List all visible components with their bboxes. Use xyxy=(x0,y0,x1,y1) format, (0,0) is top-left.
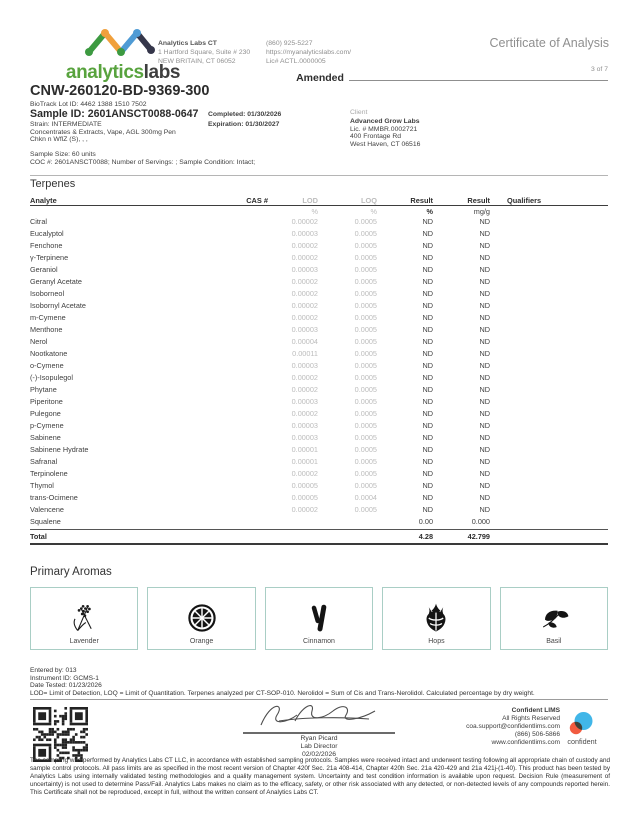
terpene-loq: 0.0005 xyxy=(354,288,377,298)
terpene-row xyxy=(30,505,608,517)
terpene-name: Valencene xyxy=(30,504,64,514)
aroma-label: Lavender xyxy=(69,638,99,645)
cinnamon-icon xyxy=(301,600,337,636)
terpene-loq: 0.0005 xyxy=(354,420,377,430)
client-address2: West Haven, CT 06516 xyxy=(350,140,421,148)
signature-line xyxy=(243,732,395,734)
terpene-row xyxy=(30,301,608,313)
terpene-name: (-)-Isopulegol xyxy=(30,372,73,382)
terpenes-units-row xyxy=(30,206,608,217)
lavender-icon xyxy=(66,600,102,636)
lab-name: Analytics Labs CT xyxy=(158,40,217,47)
signer-name: Ryan Picard xyxy=(300,735,338,742)
terpene-row xyxy=(30,289,608,301)
terpene-name: Phytane xyxy=(30,384,57,394)
terpene-loq: 0.0005 xyxy=(354,360,377,370)
terpene-result-mgg: ND xyxy=(479,336,490,346)
terpene-lod: 0.00003 xyxy=(291,324,318,334)
terpene-result-mgg: ND xyxy=(479,264,490,274)
terpene-name: p-Cymene xyxy=(30,420,64,430)
terpene-result-pct: ND xyxy=(422,408,433,418)
terpene-name: Menthone xyxy=(30,324,63,334)
completed-date: Completed: 01/30/2026 xyxy=(208,111,282,118)
signature-block xyxy=(243,699,395,759)
terpene-result-pct: ND xyxy=(422,336,433,346)
col-header-lod: LOD xyxy=(302,196,318,205)
terpene-result-pct: ND xyxy=(422,300,433,310)
terpene-loq: 0.0005 xyxy=(354,408,377,418)
product-description-line1: Concentrates & Extracts, Vape, AGL 300mg Pen xyxy=(30,128,176,136)
terpene-loq: 0.0004 xyxy=(354,492,377,502)
terpene-name: Sabinene xyxy=(30,432,61,442)
lims-name: Confident LIMS xyxy=(511,707,560,714)
terpene-row xyxy=(30,361,608,373)
aroma-card-hops xyxy=(382,587,490,650)
hops-icon xyxy=(418,600,454,636)
terpene-name: Eucalyptol xyxy=(30,228,64,238)
terpene-result-pct: ND xyxy=(422,372,433,382)
terpene-result-mgg: ND xyxy=(479,360,490,370)
terpene-loq: 0.0005 xyxy=(354,372,377,382)
client-label: Client xyxy=(350,109,368,116)
terpene-loq: 0.0005 xyxy=(354,252,377,262)
terpene-loq: 0.0005 xyxy=(354,336,377,346)
logo-zigzag-icon xyxy=(80,26,166,58)
aroma-card-cinnamon xyxy=(265,587,373,650)
terpene-name: trans-Ocimene xyxy=(30,492,78,502)
terpene-loq: 0.0005 xyxy=(354,444,377,454)
terpene-name: γ-Terpinene xyxy=(30,252,69,262)
terpene-result-pct: ND xyxy=(422,480,433,490)
terpene-result-pct: ND xyxy=(422,276,433,286)
terpene-loq: 0.0005 xyxy=(354,348,377,358)
terpene-rows xyxy=(30,217,608,529)
signature-icon xyxy=(249,699,389,729)
terpene-loq: 0.0005 xyxy=(354,216,377,226)
terpene-result-pct: ND xyxy=(422,228,433,238)
aroma-card-lavender xyxy=(30,587,138,650)
terpene-result-pct: 0.00 xyxy=(418,516,433,526)
terpene-name: Thymol xyxy=(30,480,54,490)
sample-size: Sample Size: 60 units xyxy=(30,151,96,158)
terpene-loq: 0.0005 xyxy=(354,276,377,286)
terpene-result-pct: ND xyxy=(422,240,433,250)
terpene-lod: 0.00003 xyxy=(291,420,318,430)
terpene-loq: 0.0005 xyxy=(354,480,377,490)
biotrack-lot-id: BioTrack Lot ID: 4462 1388 1510 7502 xyxy=(30,101,147,108)
terpene-name: Terpinolene xyxy=(30,468,68,478)
terpene-result-mgg: ND xyxy=(479,252,490,262)
terpene-lod: 0.00002 xyxy=(291,384,318,394)
terpene-name: Safranal xyxy=(30,456,58,466)
terpene-row xyxy=(30,277,608,289)
terpene-result-mgg: ND xyxy=(479,432,490,442)
terpene-result-pct: ND xyxy=(422,252,433,262)
terpene-result-mgg: ND xyxy=(479,216,490,226)
terpene-lod: 0.00003 xyxy=(291,264,318,274)
terpene-row xyxy=(30,241,608,253)
terpene-name: Citral xyxy=(30,216,48,226)
terpene-lod: 0.00002 xyxy=(291,312,318,322)
terpene-result-pct: ND xyxy=(422,504,433,514)
terpene-result-mgg: ND xyxy=(479,312,490,322)
orange-icon xyxy=(184,600,220,636)
terpene-lod: 0.00002 xyxy=(291,216,318,226)
qr-code xyxy=(33,707,88,762)
terpene-name: Piperitone xyxy=(30,396,63,406)
lab-address-line1: 1 Hartford Square, Suite # 230 xyxy=(158,48,251,56)
lims-rights: All Rights Reserved xyxy=(502,715,560,722)
terpene-result-mgg: ND xyxy=(479,480,490,490)
terpene-lod: 0.00002 xyxy=(291,240,318,250)
sample-id: Sample ID: 2601ANSCT0088-0647 xyxy=(30,108,199,120)
terpene-row xyxy=(30,493,608,505)
lims-phone: (866) 506-5866 xyxy=(514,731,560,738)
terpene-lod: 0.00001 xyxy=(291,456,318,466)
lab-license: Lic# ACTL.0000005 xyxy=(266,57,326,65)
aroma-label: Hops xyxy=(428,638,445,645)
terpene-row xyxy=(30,409,608,421)
terpene-result-mgg: ND xyxy=(479,420,490,430)
terpene-result-pct: ND xyxy=(422,456,433,466)
terpene-row xyxy=(30,385,608,397)
terpene-loq: 0.0005 xyxy=(354,504,377,514)
terpene-name: o-Cymene xyxy=(30,360,64,370)
terpene-result-pct: ND xyxy=(422,384,433,394)
primary-aromas-row xyxy=(30,587,608,650)
terpene-lod: 0.00002 xyxy=(291,288,318,298)
expiration-date: Expiration: 01/30/2027 xyxy=(208,121,280,128)
terpene-lod: 0.00002 xyxy=(291,372,318,382)
terpene-result-mgg: ND xyxy=(479,240,490,250)
terpene-row xyxy=(30,481,608,493)
terpene-lod: 0.00002 xyxy=(291,252,318,262)
terpene-name: Isoborneol xyxy=(30,288,65,298)
terpenes-total-row xyxy=(30,529,608,545)
terpene-result-pct: ND xyxy=(422,348,433,358)
lod-loq-note: LOD= Limit of Detection, LOQ = Limit of Quantitation. Terpenes analyzed per CT-SOP-010. Nerolidol = Sum of Cis and Trans-Nerolidol. Calculated percentage by dry weight. xyxy=(30,689,535,697)
terpene-result-mgg: ND xyxy=(479,276,490,286)
aroma-label: Cinnamon xyxy=(303,638,335,645)
terpene-loq: 0.0005 xyxy=(354,300,377,310)
col-header-analyte: Analyte xyxy=(30,196,57,205)
terpene-lod: 0.00003 xyxy=(291,432,318,442)
terpene-lod: 0.00005 xyxy=(291,492,318,502)
terpene-loq: 0.0005 xyxy=(354,228,377,238)
terpene-name: Nootkatone xyxy=(30,348,68,358)
basil-icon xyxy=(536,600,572,636)
col-header-qualifiers: Qualifiers xyxy=(507,196,542,205)
lab-contact-block xyxy=(266,40,351,66)
client-license: Lic. # MMBR.0002721 xyxy=(350,125,418,133)
terpene-result-mgg: ND xyxy=(479,444,490,454)
terpenes-table-header xyxy=(30,192,608,206)
terpene-name: Sabinene Hydrate xyxy=(30,444,89,454)
terpene-result-pct: ND xyxy=(422,312,433,322)
aroma-label: Basil xyxy=(546,638,562,645)
lims-url-link[interactable]: www.confidentlims.com xyxy=(491,739,560,746)
terpene-row xyxy=(30,217,608,229)
terpene-loq: 0.0005 xyxy=(354,264,377,274)
primary-aromas-title: Primary Aromas xyxy=(30,566,112,578)
terpene-name: Squalene xyxy=(30,516,61,526)
col-header-cas: CAS # xyxy=(246,196,268,205)
terpene-loq: 0.0005 xyxy=(354,312,377,322)
terpene-row xyxy=(30,229,608,241)
terpene-lod: 0.00003 xyxy=(291,228,318,238)
terpene-row xyxy=(30,469,608,481)
terpene-name: Fenchone xyxy=(30,240,63,250)
disclaimer-text: The sampling was performed by Analytics Labs CT LLC, in accordance with established sampling protocols. Samples were received intact and underwent testing following all appropriate chain of custody and sample control protocols. All pass limits are as specified in the most recent version of Chapter 420f Sec. 21a 408-414, Chapter 420h Sec. 21a 420-429 and 21a 421j-(1-40). This product has been tested by Analytics Labs using internally validated testing methodologies and a quality management system. Uncertainty and test condition information is available upon request. Decision Rule (measurement of uncertainty) is not used to determine Pass/Fail. Analytics Labs makes no claim as to the efficacy, safety, or other risk associated with any detected, or non-detected levels of any compounds reported herein. This Certificate shall not be reproduced, except in full, without the written consent of Analytics Labs CT. xyxy=(30,757,610,796)
terpene-result-mgg: ND xyxy=(479,288,490,298)
terpene-row xyxy=(30,349,608,361)
terpene-name: Nerol xyxy=(30,336,48,346)
terpene-lod: 0.00004 xyxy=(291,336,318,346)
aroma-card-orange xyxy=(147,587,255,650)
terpene-result-pct: ND xyxy=(422,264,433,274)
terpene-row xyxy=(30,337,608,349)
terpene-lod: 0.00011 xyxy=(292,348,318,358)
terpenes-table xyxy=(30,192,608,545)
instrument-id: Instrument ID: GCMS-1 xyxy=(30,674,99,682)
terpene-result-mgg: ND xyxy=(479,504,490,514)
terpene-result-pct: ND xyxy=(422,444,433,454)
terpene-result-pct: ND xyxy=(422,216,433,226)
terpene-lod: 0.00005 xyxy=(291,480,318,490)
document-title: Certificate of Analysis xyxy=(489,36,609,50)
col-header-result-pct: Result xyxy=(410,196,433,205)
total-result-mgg: 42.799 xyxy=(467,531,490,541)
total-label: Total xyxy=(30,531,47,541)
terpene-lod: 0.00001 xyxy=(291,444,318,454)
terpene-result-mgg: ND xyxy=(479,456,490,466)
terpene-lod: 0.00002 xyxy=(291,276,318,286)
entered-by: Entered by: 013 xyxy=(30,667,77,674)
terpene-result-pct: ND xyxy=(422,396,433,406)
terpenes-section-divider xyxy=(30,175,608,176)
terpene-row xyxy=(30,265,608,277)
total-result-pct: 4.28 xyxy=(418,531,433,541)
terpene-loq: 0.0005 xyxy=(354,396,377,406)
signer-title: Lab Director xyxy=(300,743,338,751)
terpene-row xyxy=(30,325,608,337)
terpene-name: Geraniol xyxy=(30,264,58,274)
terpene-lod: 0.00002 xyxy=(291,300,318,310)
lab-url-link[interactable]: https://myanalyticslabs.com/ xyxy=(266,48,351,56)
client-address1: 400 Frontage Rd xyxy=(350,133,402,141)
terpene-result-mgg: 0.000 xyxy=(471,516,490,526)
aroma-label: Orange xyxy=(189,638,214,645)
analysis-meta-block xyxy=(30,667,535,697)
terpene-result-pct: ND xyxy=(422,288,433,298)
lims-email-link[interactable]: coa.support@confidentlims.com xyxy=(466,723,560,730)
terpene-result-mgg: ND xyxy=(479,348,490,358)
terpene-name: Geranyl Acetate xyxy=(30,276,82,286)
terpene-loq: 0.0005 xyxy=(354,384,377,394)
unit-result-mgg: mg/g xyxy=(473,207,490,216)
terpene-result-mgg: ND xyxy=(479,300,490,310)
confident-brand-text: confident xyxy=(567,737,597,746)
unit-loq: % xyxy=(370,207,377,216)
terpene-result-mgg: ND xyxy=(479,408,490,418)
terpene-result-pct: ND xyxy=(422,324,433,334)
terpene-name: m-Cymene xyxy=(30,312,66,322)
terpene-lod: 0.00003 xyxy=(291,360,318,370)
terpene-result-pct: ND xyxy=(422,492,433,502)
terpene-lod: 0.00002 xyxy=(291,408,318,418)
lab-address-line2: NEW BRITAIN, CT 06052 xyxy=(158,57,236,65)
terpene-row xyxy=(30,397,608,409)
aroma-card-basil xyxy=(500,587,608,650)
terpene-result-pct: ND xyxy=(422,468,433,478)
strain: Strain: INTERMEDIATE xyxy=(30,121,102,128)
signed-date: 02/02/2026 xyxy=(301,751,337,759)
terpene-loq: 0.0005 xyxy=(354,432,377,442)
terpene-result-mgg: ND xyxy=(479,396,490,406)
lab-address-block xyxy=(158,40,250,66)
client-name: Advanced Grow Labs xyxy=(350,118,420,126)
terpene-result-pct: ND xyxy=(422,420,433,430)
terpene-lod: 0.00003 xyxy=(291,396,318,406)
terpene-row xyxy=(30,421,608,433)
lims-info-block xyxy=(400,707,560,747)
terpene-result-pct: ND xyxy=(422,432,433,442)
terpene-result-pct: ND xyxy=(422,360,433,370)
terpene-lod: 0.00002 xyxy=(291,468,318,478)
unit-lod: % xyxy=(311,207,318,216)
product-description-line2: Chkn n WflZ (S), , , xyxy=(30,136,88,143)
client-block xyxy=(350,109,420,148)
terpene-loq: 0.0005 xyxy=(354,324,377,334)
batch-title: CNW-260120-BD-9369-300 xyxy=(30,83,210,99)
terpene-name: Pulegone xyxy=(30,408,61,418)
terpene-result-mgg: ND xyxy=(479,324,490,334)
col-header-result-mgg: Result xyxy=(467,196,490,205)
terpene-loq: 0.0005 xyxy=(354,468,377,478)
terpene-row xyxy=(30,253,608,265)
lab-phone: (860) 925-5227 xyxy=(266,40,313,47)
terpene-loq: 0.0005 xyxy=(354,456,377,466)
page-indicator: 3 of 7 xyxy=(590,66,608,73)
amended-stamp: Amended xyxy=(0,72,640,84)
terpene-result-mgg: ND xyxy=(479,384,490,394)
col-header-loq: LOQ xyxy=(360,196,377,205)
unit-result-pct: % xyxy=(426,207,433,216)
logo-wordmark: analyticslabs xyxy=(65,62,181,83)
terpene-row xyxy=(30,313,608,325)
terpene-result-mgg: ND xyxy=(479,372,490,382)
terpene-result-mgg: ND xyxy=(479,228,490,238)
date-tested: Date Tested: 01/23/2026 xyxy=(30,682,102,690)
terpenes-section-title: Terpenes xyxy=(30,178,76,190)
terpene-row xyxy=(30,517,608,529)
terpene-result-mgg: ND xyxy=(479,492,490,502)
coc-line: COC #: 2601ANSCT0088; Number of Servings: ; Sample Condition: Intact; xyxy=(30,158,256,166)
terpene-row xyxy=(30,457,608,469)
terpene-loq: 0.0005 xyxy=(354,240,377,250)
terpene-row xyxy=(30,373,608,385)
terpene-name: Isobornyl Acetate xyxy=(30,300,86,310)
terpene-row xyxy=(30,433,608,445)
terpene-result-mgg: ND xyxy=(479,468,490,478)
terpene-row xyxy=(30,445,608,457)
terpene-lod: 0.00002 xyxy=(291,504,318,514)
